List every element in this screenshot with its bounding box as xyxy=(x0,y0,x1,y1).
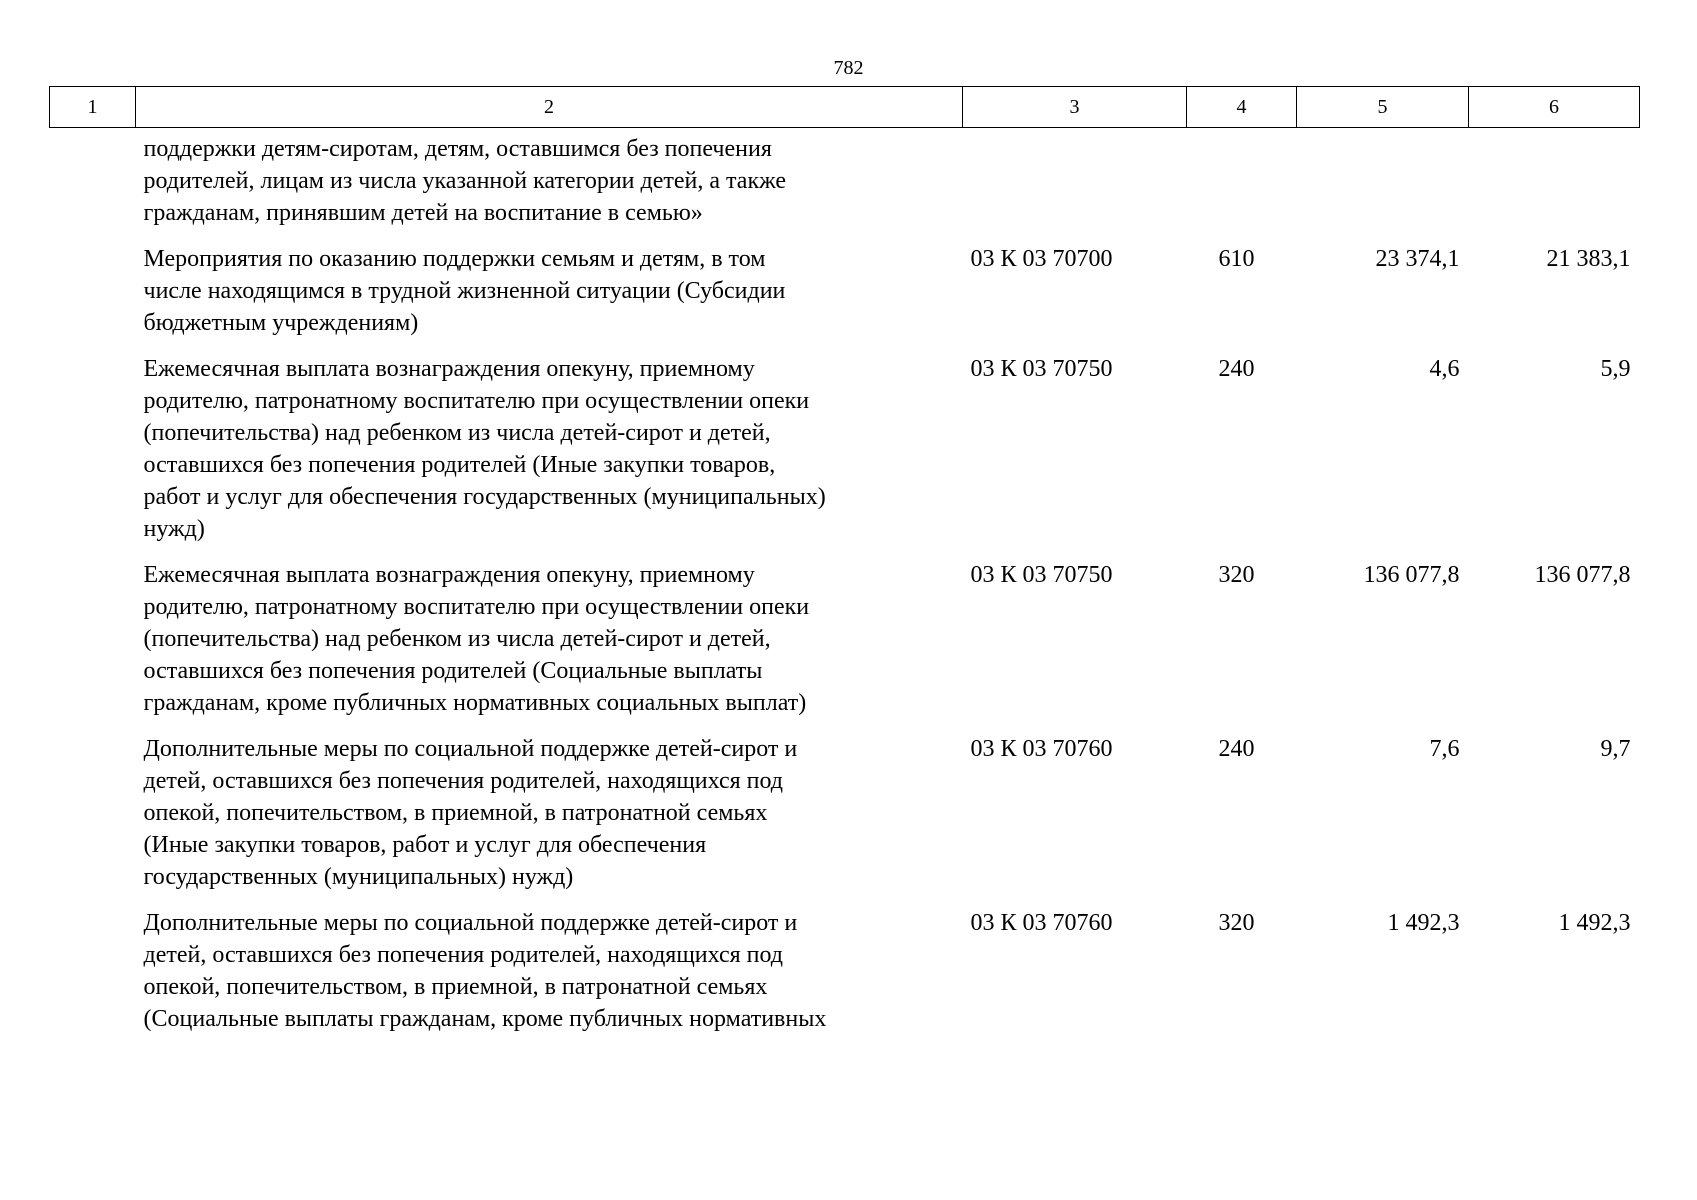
text-line: (попечительства) над ребенком из числа детей-сирот и детей, xyxy=(143,420,771,446)
text-line: детей, оставшихся без попечения родителей, находящихся под xyxy=(143,768,784,794)
text-line: родителю, патронатному воспитателю при осуществлении опеки xyxy=(143,388,810,414)
text-line: гражданам, принявшим детей на воспитание в семью» xyxy=(143,200,703,226)
text-line: родителей, лицам из числа указанной категории детей, а также xyxy=(143,168,787,194)
row-code: 03 К 03 70760 xyxy=(970,736,1113,762)
text-line: (Иные закупки товаров, работ и услуг для обеспечения xyxy=(143,832,707,858)
text-line: Ежемесячная выплата вознаграждения опекуну, приемному xyxy=(143,356,755,382)
row-description xyxy=(50,339,963,545)
page-number: 782 xyxy=(833,57,864,79)
row-code: 03 К 03 70750 xyxy=(970,562,1113,588)
text-line: числе находящимся в трудной жизненной ситуации (Субсидии xyxy=(143,278,786,304)
text-line: родителю, патронатному воспитателю при осуществлении опеки xyxy=(143,594,810,620)
continuation-text xyxy=(50,128,963,230)
row-description xyxy=(50,229,963,339)
text-line: опекой, попечительством, в приемной, в патронатной семьях xyxy=(143,974,768,1000)
text-line: нужд) xyxy=(143,516,205,542)
text-line: Дополнительные меры по социальной поддержке детей-сирот и xyxy=(143,910,798,936)
text-line: Дополнительные меры по социальной поддержке детей-сирот и xyxy=(143,736,798,762)
header-row xyxy=(50,87,1640,128)
text-line: опекой, попечительством, в приемной, в патронатной семьях xyxy=(143,800,768,826)
budget-table xyxy=(49,86,1640,1035)
row-value-col6: 9,7 xyxy=(1600,736,1631,762)
row-code: 03 К 03 70760 xyxy=(970,910,1113,936)
text-line: (Социальные выплаты гражданам, кроме публичных нормативных xyxy=(143,1006,827,1032)
row-expense-type: 320 xyxy=(1218,562,1255,588)
row-value-col5: 4,6 xyxy=(1429,356,1460,382)
row-value-col6: 5,9 xyxy=(1600,356,1631,382)
text-line: Ежемесячная выплата вознаграждения опекуну, приемному xyxy=(143,562,755,588)
text-line: поддержки детям-сиротам, детям, оставшимся без попечения xyxy=(143,136,772,162)
row-value-col6: 21 383,1 xyxy=(1546,246,1631,272)
text-line: гражданам, кроме публичных нормативных социальных выплат) xyxy=(143,690,807,716)
row-value-col5: 136 077,8 xyxy=(1363,562,1460,588)
row-value-col6: 136 077,8 xyxy=(1534,562,1631,588)
header-col-1: 1 xyxy=(50,87,136,128)
text-line: государственных (муниципальных) нужд) xyxy=(143,864,574,890)
header-col-5: 5 xyxy=(1297,87,1469,128)
table-row xyxy=(50,893,1640,1035)
table-row xyxy=(50,229,1640,339)
row-expense-type: 610 xyxy=(1218,246,1255,272)
row-value-col5: 1 492,3 xyxy=(1387,910,1460,936)
continuation-row xyxy=(50,128,1640,230)
row-expense-type: 320 xyxy=(1218,910,1255,936)
text-line: оставшихся без попечения родителей (Иные закупки товаров, xyxy=(143,452,776,478)
row-description xyxy=(50,719,963,893)
text-line: Мероприятия по оказанию поддержки семьям и детям, в том xyxy=(143,246,766,272)
row-code: 03 К 03 70700 xyxy=(970,246,1113,272)
header-col-4: 4 xyxy=(1187,87,1297,128)
row-description xyxy=(50,893,963,1035)
text-line: оставшихся без попечения родителей (Социальные выплаты xyxy=(143,658,763,684)
text-line: детей, оставшихся без попечения родителей, находящихся под xyxy=(143,942,784,968)
row-code: 03 К 03 70750 xyxy=(970,356,1113,382)
row-expense-type: 240 xyxy=(1218,736,1255,762)
row-description xyxy=(50,545,963,719)
table-row xyxy=(50,719,1640,893)
text-line: (попечительства) над ребенком из числа детей-сирот и детей, xyxy=(143,626,771,652)
table-row xyxy=(50,545,1640,719)
header-col-3: 3 xyxy=(963,87,1187,128)
row-value-col6: 1 492,3 xyxy=(1558,910,1631,936)
row-value-col5: 7,6 xyxy=(1429,736,1460,762)
text-line: работ и услуг для обеспечения государственных (муниципальных) xyxy=(143,484,826,510)
row-value-col5: 23 374,1 xyxy=(1375,246,1460,272)
header-col-6: 6 xyxy=(1469,87,1640,128)
table-row xyxy=(50,339,1640,545)
table-header xyxy=(50,87,1640,128)
header-col-2: 2 xyxy=(136,87,963,128)
text-line: бюджетным учреждениям) xyxy=(143,310,419,336)
row-expense-type: 240 xyxy=(1218,356,1255,382)
